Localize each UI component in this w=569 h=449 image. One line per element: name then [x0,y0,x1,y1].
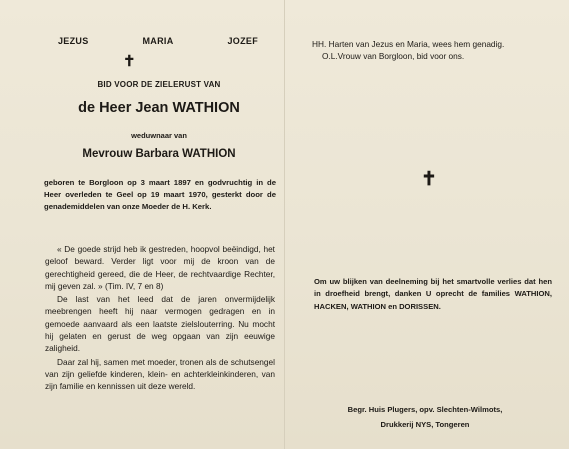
prayer-line: HH. Harten van Jezus en Maria, wees hem genadig. [312,39,505,49]
spouse-name: Mevrouw Barbara WATHION [82,148,236,160]
name-jozef: JOZEF [227,36,258,46]
biography-text: geboren te Borgloon op 3 maart 1897 en godvruchtig in de Heer overleden te Geel op 19 maart 1970, gesterkt door de genademiddelen van onze Moeder de H. Kerk. [44,178,276,212]
invocation-prayer [312,38,552,62]
center-fold [284,0,285,449]
cross-icon: ✝ [123,52,136,70]
memorial-text [45,243,275,394]
deceased-name: de Heer Jean WATHION [78,100,240,116]
widower-line: weduwnaar van [131,131,187,140]
funeral-home-line: Begr. Huis Plugers, opv. Slechten-Wilmots, [347,405,503,414]
cross-icon: ✝ [421,168,437,190]
printer-credits [312,402,538,432]
memorial-paragraph: De last van het leed dat de jaren onvermijdelijk meebrengen heeft hij naar vermogen gedragen en in gemoede aanvaard als een laatste zielslouterring. Nu mocht hij gelaten en gerust de weg opgaan van zijn eeuwige zaligheid. [45,294,275,354]
name-jezus: JEZUS [58,36,89,46]
name-maria: MARIA [142,36,174,46]
holy-family-names [58,36,258,46]
memorial-paragraph: Daar zal hij, samen met moeder, tronen als de schutsengel van zijn geliefde kinderen, klein- en achterkleinkinderen, van zijn familie en kennissen uit deze wereld. [45,356,275,392]
prayer-heading: BID VOOR DE ZIELERUST VAN [97,80,221,89]
quote-paragraph: « De goede strijd heb ik gestreden, hoopvol beëindigd, het geloof beward. Verder ligt voor mij de kroon van de gerechtigheid gereed, die de Heer, de rechtvaardige Rechter, mij geven zal. » (Tim. IV, 7 en 8) [45,244,275,291]
acknowledgement-text: Om uw blijken van deelneming bij het smartvolle verlies dat hen in droefheid brengt, danken U oprecht de families WATHION, HACKEN, WATHION en DORISSEN. [314,277,552,311]
left-panel [44,0,276,449]
printer-line: Drukkerij NYS, Tongeren [380,420,470,429]
prayer-line: O.L.Vrouw van Borgloon, bid voor ons. [322,51,465,61]
right-panel [312,0,552,449]
